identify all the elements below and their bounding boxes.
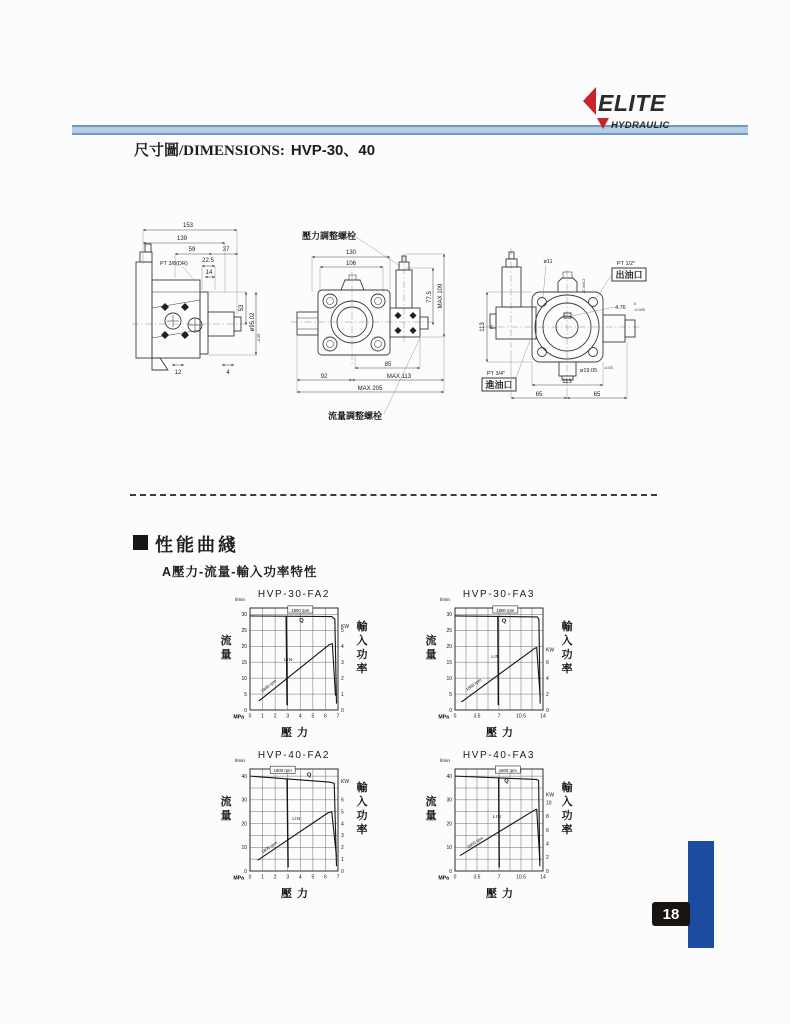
- flow-axis-label: 量: [220, 810, 232, 822]
- x-tick-label: 1: [261, 713, 264, 720]
- x-tick-label: 0: [248, 874, 252, 881]
- section-bullet-icon: [133, 535, 148, 550]
- x-tick-label: 7: [497, 874, 501, 881]
- dimension-drawings: [88, 208, 708, 443]
- rpm-label: 1800 rpm: [496, 607, 515, 613]
- page-title-label: 尺寸圖/DIMENSIONS:: [134, 143, 285, 159]
- section-subtitle: A壓力-流量-輸入功率特性: [162, 565, 318, 579]
- y-left-tick-label: 10: [241, 845, 247, 852]
- y-right-tick-label: 4: [341, 644, 344, 651]
- flow-unit-label: l/min: [439, 759, 451, 764]
- section-heading: [133, 531, 239, 557]
- x-tick-label: 4: [298, 874, 302, 881]
- dim-label: 14: [205, 270, 213, 276]
- x-tick-label: 2: [273, 713, 277, 720]
- chart-hvp-40-fa2: [210, 745, 405, 910]
- section-title: 性能曲綫: [155, 535, 239, 555]
- dim-label: 139: [176, 236, 188, 242]
- elite-hydraulic-logo: [582, 84, 694, 136]
- flow-curve: [455, 776, 540, 866]
- power-axis-label: 率: [561, 824, 573, 836]
- dim-label: 106: [345, 261, 357, 267]
- dim-label: 113: [480, 322, 486, 332]
- dim-label: 65: [535, 392, 543, 398]
- rpm-label: 1800 rpm: [273, 768, 292, 774]
- x-tick-label: 7: [336, 713, 340, 720]
- chart-title: HVP-30-FA3: [462, 589, 536, 600]
- x-tick-label: 7: [336, 874, 340, 881]
- dim-label: 12: [174, 370, 182, 376]
- y-right-tick-label: 1: [341, 856, 344, 863]
- chart-title: HVP-40-FA2: [257, 750, 331, 761]
- y-right-tick-label: 1: [341, 691, 344, 698]
- power-axis-label: 率: [356, 663, 368, 675]
- drawing-front-view: [291, 230, 445, 421]
- dim-label: MAX 113: [386, 374, 412, 380]
- x-tick-label: 3.5: [473, 713, 481, 720]
- dim-label: 59: [188, 247, 196, 253]
- y-left-tick-label: 25: [241, 628, 247, 635]
- y-left-tick-label: 25: [446, 628, 452, 635]
- power-axis-label: 輸: [561, 782, 573, 794]
- flow-axis-label: 流: [425, 796, 437, 808]
- y-right-tick-label: 2: [341, 845, 344, 852]
- y-right-tick-label: 4: [546, 675, 549, 682]
- pressure-axis-label: 壓力: [486, 727, 518, 739]
- x-tick-label: 4: [298, 713, 302, 720]
- x-tick-label: 3: [286, 713, 290, 720]
- chart-hvp-40-fa3: [415, 745, 610, 910]
- x-tick-label: 3.5: [473, 874, 481, 881]
- key-tol-top: 0: [634, 302, 637, 306]
- dim-label: 53: [239, 304, 245, 312]
- flow-unit-label: l/min: [439, 598, 451, 603]
- q-curve-label: Q: [299, 618, 304, 625]
- y-right-tick-label: 3: [341, 833, 344, 840]
- drawing-side-view: [132, 223, 261, 376]
- power-unit-label: KW: [546, 792, 555, 799]
- power-axis-label: 率: [356, 824, 368, 836]
- y-right-tick-label: 4: [341, 821, 344, 828]
- dim-label: 22.5: [202, 258, 214, 264]
- rpm-diagonal-label: 1800 rpm: [465, 835, 484, 850]
- power-unit-label: KW: [341, 779, 350, 786]
- x-tick-label: 10.5: [516, 874, 526, 881]
- port-label: PT 3/8(DR): [160, 261, 188, 267]
- page-title: [134, 139, 375, 160]
- pressure-unit-label: MPa: [438, 714, 449, 721]
- inlet-thread-label: PT 3/4": [487, 371, 506, 377]
- power-axis-label: 入: [356, 635, 368, 647]
- page-number-badge: 18: [652, 902, 690, 926]
- y-right-tick-label: 10: [546, 800, 552, 807]
- pressure-unit-label: MPa: [438, 875, 449, 882]
- outlet-thread-label: PT 1/2": [617, 261, 636, 267]
- lin-curve-label: LIN: [284, 657, 293, 663]
- y-right-tick-label: 8: [546, 814, 549, 821]
- y-left-tick-label: 10: [241, 675, 247, 682]
- cutoff-line: [287, 779, 288, 867]
- flow-axis-label: 量: [220, 649, 232, 661]
- power-axis-label: 功: [356, 649, 368, 661]
- dim-tolerance: -0.05: [257, 333, 261, 343]
- power-axis-label: 功: [561, 810, 573, 822]
- x-tick-label: 0: [453, 874, 457, 881]
- hole-dia-label: ø11: [543, 259, 553, 265]
- dim-label: 85: [384, 362, 392, 368]
- y-left-tick-label: 30: [446, 797, 452, 804]
- pressure-unit-label: MPa: [233, 714, 244, 721]
- q-curve-label: Q: [504, 778, 509, 785]
- x-tick-label: 14: [540, 874, 546, 881]
- key-width-label: 4.76: [615, 305, 626, 311]
- rpm-diagonal-label: 1800 rpm: [259, 678, 278, 694]
- pressure-screw-label: 壓力調整螺栓: [302, 231, 357, 241]
- rpm-label: 1800 rpm: [291, 607, 310, 613]
- power-axis-label: 入: [561, 635, 573, 647]
- dim-label: 37: [222, 247, 230, 253]
- x-tick-label: 10.5: [516, 713, 526, 720]
- dim-label: 153: [182, 223, 194, 229]
- y-right-tick-label: 3: [341, 659, 344, 666]
- logo-brand-text: ELITE: [598, 90, 666, 116]
- y-left-tick-label: 40: [446, 773, 452, 780]
- chart-hvp-30-fa3: [415, 584, 610, 749]
- dim-label: 21.4±0.2: [582, 278, 586, 294]
- x-tick-label: 1: [261, 874, 264, 881]
- rpm-label: 1800 rpm: [498, 767, 517, 773]
- x-tick-label: 6: [324, 874, 327, 881]
- y-right-tick-label: 6: [546, 827, 549, 834]
- chart-title: HVP-30-FA2: [257, 589, 331, 600]
- y-left-tick-label: 5: [449, 691, 452, 698]
- y-left-tick-label: 0: [244, 868, 247, 875]
- rpm-diagonal-label: 1800 rpm: [464, 677, 483, 692]
- outlet-port-label: 出油口: [615, 270, 643, 280]
- x-tick-label: 0: [453, 713, 457, 720]
- plot-border: [250, 608, 338, 710]
- lin-curve-label: LIN: [491, 654, 500, 660]
- shaft-tolerance: -0.03: [604, 366, 613, 370]
- dim-label: 4: [226, 370, 230, 376]
- power-axis-label: 輸: [561, 621, 573, 633]
- lin-curve-label: LIN: [492, 814, 502, 820]
- power-curve: [259, 644, 336, 701]
- y-left-tick-label: 30: [446, 612, 452, 619]
- logo-down-triangle-icon: [597, 118, 609, 129]
- y-right-tick-label: 5: [341, 809, 344, 816]
- y-left-tick-label: 30: [241, 612, 247, 619]
- drawing-rear-view: [480, 248, 646, 399]
- rpm-diagonal-label: 1800 rpm: [260, 840, 279, 855]
- power-axis-label: 功: [561, 649, 573, 661]
- flow-unit-label: l/min: [234, 759, 246, 764]
- y-left-tick-label: 10: [446, 845, 452, 852]
- power-axis-label: 功: [356, 810, 368, 822]
- y-left-tick-label: 20: [241, 644, 247, 651]
- flow-axis-label: 量: [425, 810, 437, 822]
- dim-label: 65: [593, 392, 601, 398]
- x-tick-label: 5: [311, 713, 315, 720]
- y-left-tick-label: 40: [241, 773, 247, 780]
- dim-label: ø95.02: [250, 312, 256, 332]
- y-right-tick-label: 2: [546, 855, 549, 862]
- power-axis-label: 入: [356, 796, 368, 808]
- dim-label: 130: [345, 250, 357, 256]
- q-curve-label: Q: [501, 618, 507, 625]
- side-tab-bar: [688, 841, 714, 948]
- y-left-tick-label: 15: [241, 659, 247, 666]
- y-left-tick-label: 20: [241, 821, 247, 828]
- y-right-tick-label: 4: [546, 841, 549, 848]
- y-left-tick-label: 15: [446, 659, 452, 666]
- power-axis-label: 入: [561, 796, 573, 808]
- x-tick-label: 0: [248, 713, 252, 720]
- flow-axis-label: 流: [220, 796, 232, 808]
- logo-left-arrow-icon: [583, 87, 596, 115]
- page-title-model: HVP-30、40: [290, 142, 376, 159]
- inlet-port-label: 進油口: [485, 380, 513, 390]
- dim-label: 92: [320, 374, 328, 380]
- x-tick-label: 3: [286, 874, 290, 881]
- x-tick-label: 5: [311, 874, 315, 881]
- dim-label: MAX 205: [357, 386, 383, 392]
- y-left-tick-label: 0: [244, 707, 247, 714]
- chart-hvp-30-fa2: [210, 584, 405, 749]
- x-tick-label: 7: [497, 713, 501, 720]
- power-axis-label: 輸: [356, 782, 368, 794]
- lin-curve-label: LIN: [292, 816, 301, 821]
- y-right-tick-label: 2: [546, 691, 549, 698]
- y-right-tick-label: 6: [341, 797, 344, 804]
- dim-label: MAX 109: [438, 283, 444, 309]
- y-right-tick-label: 0: [341, 707, 344, 714]
- shaft-dia-label: ø19.05: [580, 368, 598, 374]
- chart-title: HVP-40-FA3: [462, 750, 536, 761]
- pressure-axis-label: 壓力: [281, 727, 313, 739]
- power-unit-label: KW: [546, 647, 555, 654]
- flow-screw-label: 流量調整螺栓: [328, 411, 383, 421]
- cutoff-line: [499, 778, 500, 868]
- y-right-tick-label: 0: [341, 868, 344, 875]
- y-left-tick-label: 30: [241, 797, 247, 804]
- x-tick-label: 2: [273, 874, 277, 881]
- y-left-tick-label: 10: [446, 675, 452, 682]
- y-left-tick-label: 20: [446, 644, 452, 651]
- y-right-tick-label: 6: [546, 659, 549, 666]
- key-tol-bot: -0.025: [634, 308, 645, 312]
- dashed-divider: [130, 494, 657, 496]
- y-right-tick-label: 2: [341, 675, 344, 682]
- q-curve-label: Q: [306, 772, 312, 779]
- y-right-tick-label: 5: [341, 628, 344, 635]
- x-tick-label: 14: [540, 713, 546, 720]
- y-left-tick-label: 20: [446, 821, 452, 828]
- power-axis-label: 率: [561, 663, 573, 675]
- pressure-unit-label: MPa: [233, 875, 244, 882]
- flow-axis-label: 流: [220, 635, 232, 647]
- pressure-axis-label: 壓力: [486, 888, 518, 900]
- y-left-tick-label: 0: [449, 707, 452, 714]
- y-left-tick-label: 5: [244, 691, 247, 698]
- power-axis-label: 輸: [356, 621, 368, 633]
- y-right-tick-label: 0: [546, 868, 549, 875]
- logo-sub-text: HYDRAULIC: [611, 120, 670, 131]
- cutoff-line: [498, 616, 499, 705]
- y-right-tick-label: 0: [546, 707, 549, 714]
- power-unit-label: KW: [341, 623, 350, 630]
- dim-label: 77.5: [427, 291, 433, 303]
- dim-label: 90: [490, 324, 494, 330]
- y-left-tick-label: 0: [449, 868, 452, 875]
- pressure-axis-label: 壓力: [281, 888, 313, 900]
- flow-axis-label: 流: [425, 635, 437, 647]
- flow-unit-label: l/min: [234, 598, 246, 603]
- dim-label: 113: [562, 379, 572, 385]
- x-tick-label: 6: [324, 713, 327, 720]
- flow-axis-label: 量: [425, 649, 437, 661]
